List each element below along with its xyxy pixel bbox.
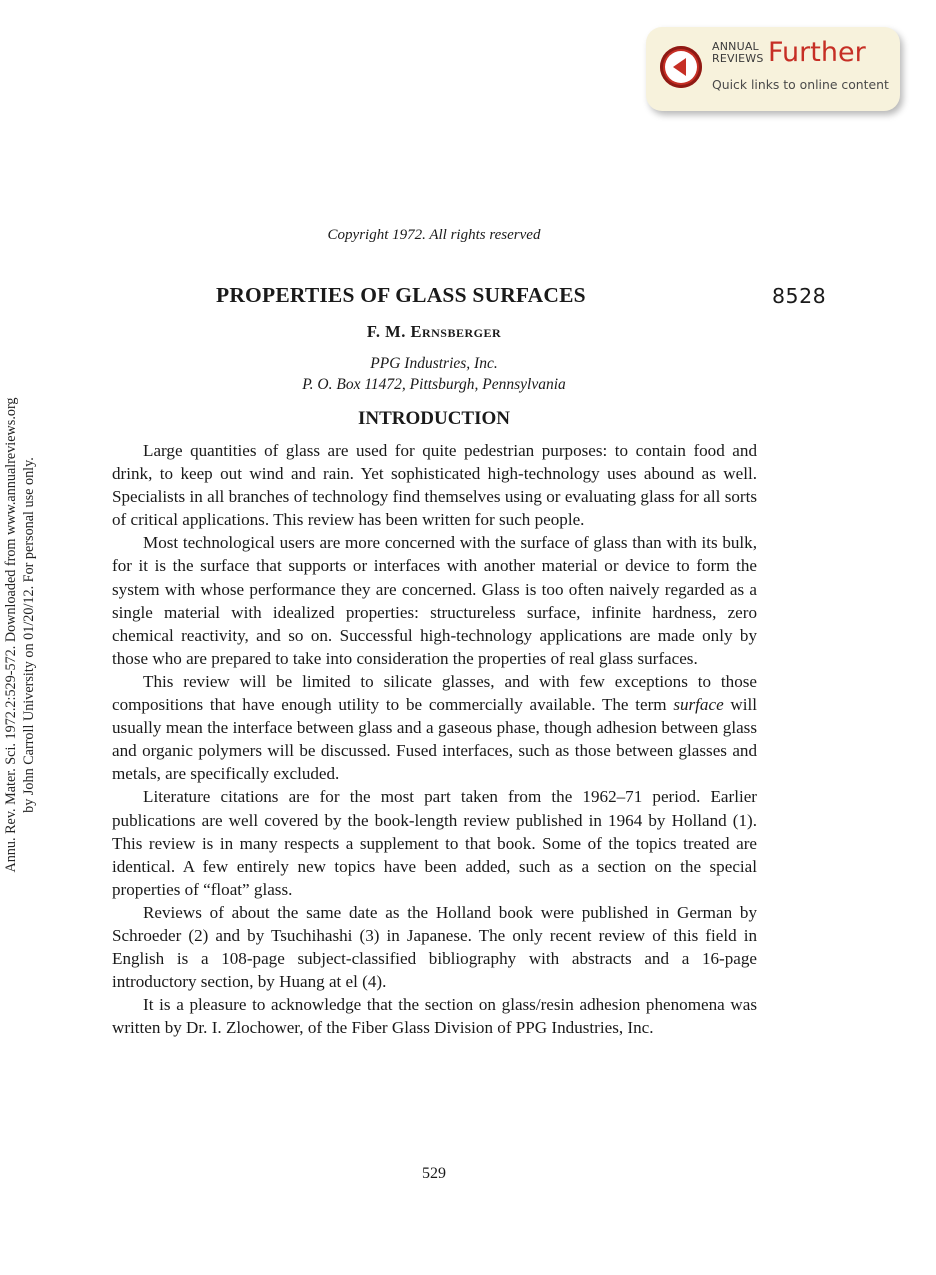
further-links-badge[interactable] [646, 27, 900, 111]
copyright-line: Copyright 1972. All rights reserved [327, 227, 541, 243]
section-heading: INTRODUCTION [357, 408, 511, 429]
emphasis-term: surface [673, 695, 724, 715]
download-notice-line-1: Annu. Rev. Mater. Sci. 1972.2:529-572. Downloaded from www.annualreviews.org [3, 397, 19, 873]
paragraph-3-end: will usually mean the interface between glass and a gaseous phase, though adhesion between glass and organic polymers will be discussed. Fused interfaces, such as those between glasses and metals, are specifically excluded. [112, 695, 757, 784]
affiliation-line-2: P. O. Box 11472, Pittsburgh, Pennsylvania [302, 376, 566, 393]
quick-links-label: Quick links to online content [712, 77, 889, 92]
reviews-label: REVIEWS [712, 52, 764, 65]
annual-label: ANNUAL [712, 40, 759, 53]
further-label[interactable]: Further [768, 37, 866, 68]
paragraph-2: Most technological users are more concerned with the surface of glass than with its bulk, for it is the surface that supports or interfaces with another material or device to form the system with whose performance they are concerned. Glass is too often naively regarded as a single material with idealized properties: structureless surface, infinite hardness, zero chemical reactivity, and so on. Successful high-technology applications are made only by those who are prepared to take into consideration the properties of real glass surfaces. [112, 533, 757, 668]
author-name: F. M. Ernsberger [366, 322, 502, 341]
play-back-icon[interactable] [660, 46, 702, 88]
download-notice-line-2: by John Carroll University on 01/20/12. For personal use only. [21, 457, 37, 813]
paragraph-4: Literature citations are for the most part taken from the 1962–71 period. Earlier publications are well covered by the book-length review published in 1964 by Holland (1). This review is in many respects a supplement to that book. Some of the topics treated are identical. A few entirely new topics have been added, such as a section on the special properties of “float” glass. [112, 787, 757, 899]
annual-reviews-wordmark [712, 41, 764, 65]
download-notice [2, 355, 42, 915]
paragraph-1: Large quantities of glass are used for quite pedestrian purposes: to contain food and drink, to keep out wind and rain. Yet sophisticated high-technology uses abound as well. Specialists in all branches of technology find themselves using or evaluating glass for all sorts of critical applications. This review has been written for such people. [112, 441, 757, 530]
paragraph-5: Reviews of about the same date as the Holland book were published in German by Schroeder (2) and by Tsuchihashi (3) in Japanese. The only recent review of this field in English is a 108-page subject-classified bibliography with abstracts and a 16-page introductory section, by Huang at el (4). [112, 902, 757, 992]
page-number: 529 [422, 1165, 446, 1182]
article-title: PROPERTIES OF GLASS SURFACES [216, 283, 586, 307]
affiliation-line-1: PPG Industries, Inc. [370, 355, 498, 372]
paragraph-3 [112, 670, 757, 785]
introduction-body [112, 439, 757, 1039]
paragraph-6: It is a pleasure to acknowledge that the section on glass/resin adhesion phenomena was written by Dr. I. Zlochower, of the Fiber Glass Division of PPG Industries, Inc. [112, 995, 757, 1038]
paragraph-3-start: This review will be limited to silicate glasses, and with few exceptions to those compositions that have enough utility to be commercially available. The term [112, 671, 757, 715]
article-number: 8528 [772, 284, 827, 308]
